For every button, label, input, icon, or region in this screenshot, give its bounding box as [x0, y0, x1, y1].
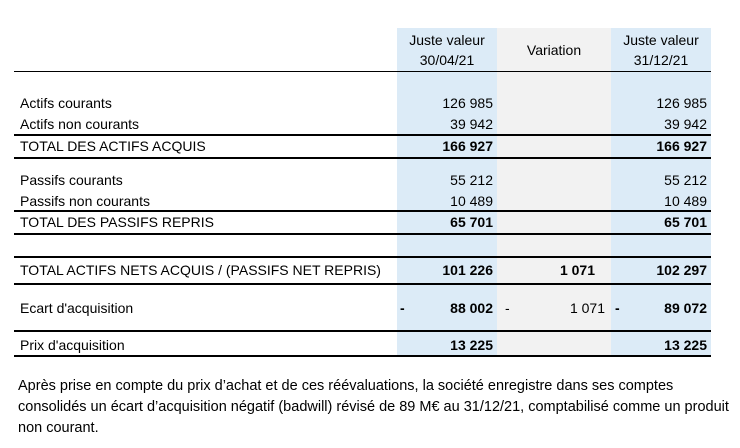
row-rule — [14, 355, 711, 357]
cell-31-12: 102 297 — [656, 262, 707, 278]
cell-variation: 1 071 — [569, 300, 605, 316]
cell-30-04: 101 226 — [442, 262, 493, 278]
header-line-2: 31/12/21 — [633, 52, 689, 68]
header-line-1: Juste valeur — [409, 32, 485, 48]
explanatory-paragraph: Après prise en compte du prix d’achat et de ces réévaluations, la société enregistre dans ses comptes consolidés un écart d’acquisition négatif (badwill) révisé de 89 M€ au 31/12/21, comptabilisé comme un produit non courant. — [18, 378, 729, 436]
header-rule — [14, 71, 711, 72]
row-label-prix: Prix d'acquisition — [20, 337, 125, 353]
cell-30-04: 10 489 — [450, 193, 493, 209]
cell-variation: 1 071 — [559, 262, 595, 278]
cell-31-12: 89 072 — [664, 300, 707, 316]
cell-30-04: 13 225 — [450, 337, 493, 353]
row-rule — [14, 256, 711, 258]
row-label-total-actifs: TOTAL DES ACTIFS ACQUIS — [20, 138, 206, 154]
header-variation: Variation — [526, 42, 582, 58]
cell-30-04: 126 985 — [442, 95, 493, 111]
row-rule — [14, 283, 711, 285]
row-label-total-passifs: TOTAL DES PASSIFS REPRIS — [20, 214, 214, 230]
cell-31-12: 55 212 — [664, 172, 707, 188]
minus-sign: - — [615, 300, 620, 316]
cell-31-12: 65 701 — [664, 214, 707, 230]
row-rule — [14, 330, 711, 332]
cell-31-12: 166 927 — [656, 138, 707, 154]
minus-sign: - — [400, 300, 405, 316]
cell-31-12: 10 489 — [664, 193, 707, 209]
row-rule — [14, 157, 711, 159]
row-rule — [14, 233, 711, 235]
cell-30-04: 166 927 — [442, 138, 493, 154]
header-juste-valeur-30-04 — [397, 30, 497, 70]
row-label: Passifs non courants — [20, 193, 150, 209]
row-label-ecart: Ecart d'acquisition — [20, 300, 134, 316]
cell-30-04: 65 701 — [450, 214, 493, 230]
header-line-2: 30/04/21 — [419, 52, 475, 68]
cell-31-12: 13 225 — [664, 337, 707, 353]
cell-31-12: 126 985 — [656, 95, 707, 111]
row-label: Actifs non courants — [20, 116, 140, 132]
row-label: Passifs courants — [20, 172, 123, 188]
cell-30-04: 55 212 — [450, 172, 493, 188]
minus-sign: - — [505, 300, 510, 316]
row-label: Actifs courants — [20, 95, 112, 111]
cell-30-04: 39 942 — [450, 116, 493, 132]
cell-31-12: 39 942 — [664, 116, 707, 132]
header-juste-valeur-31-12 — [611, 30, 711, 70]
header-line-1: Juste valeur — [623, 32, 699, 48]
row-label-total-nets: TOTAL ACTIFS NETS ACQUIS / (PASSIFS NET REPRIS) — [20, 262, 381, 278]
cell-30-04: 88 002 — [450, 300, 493, 316]
